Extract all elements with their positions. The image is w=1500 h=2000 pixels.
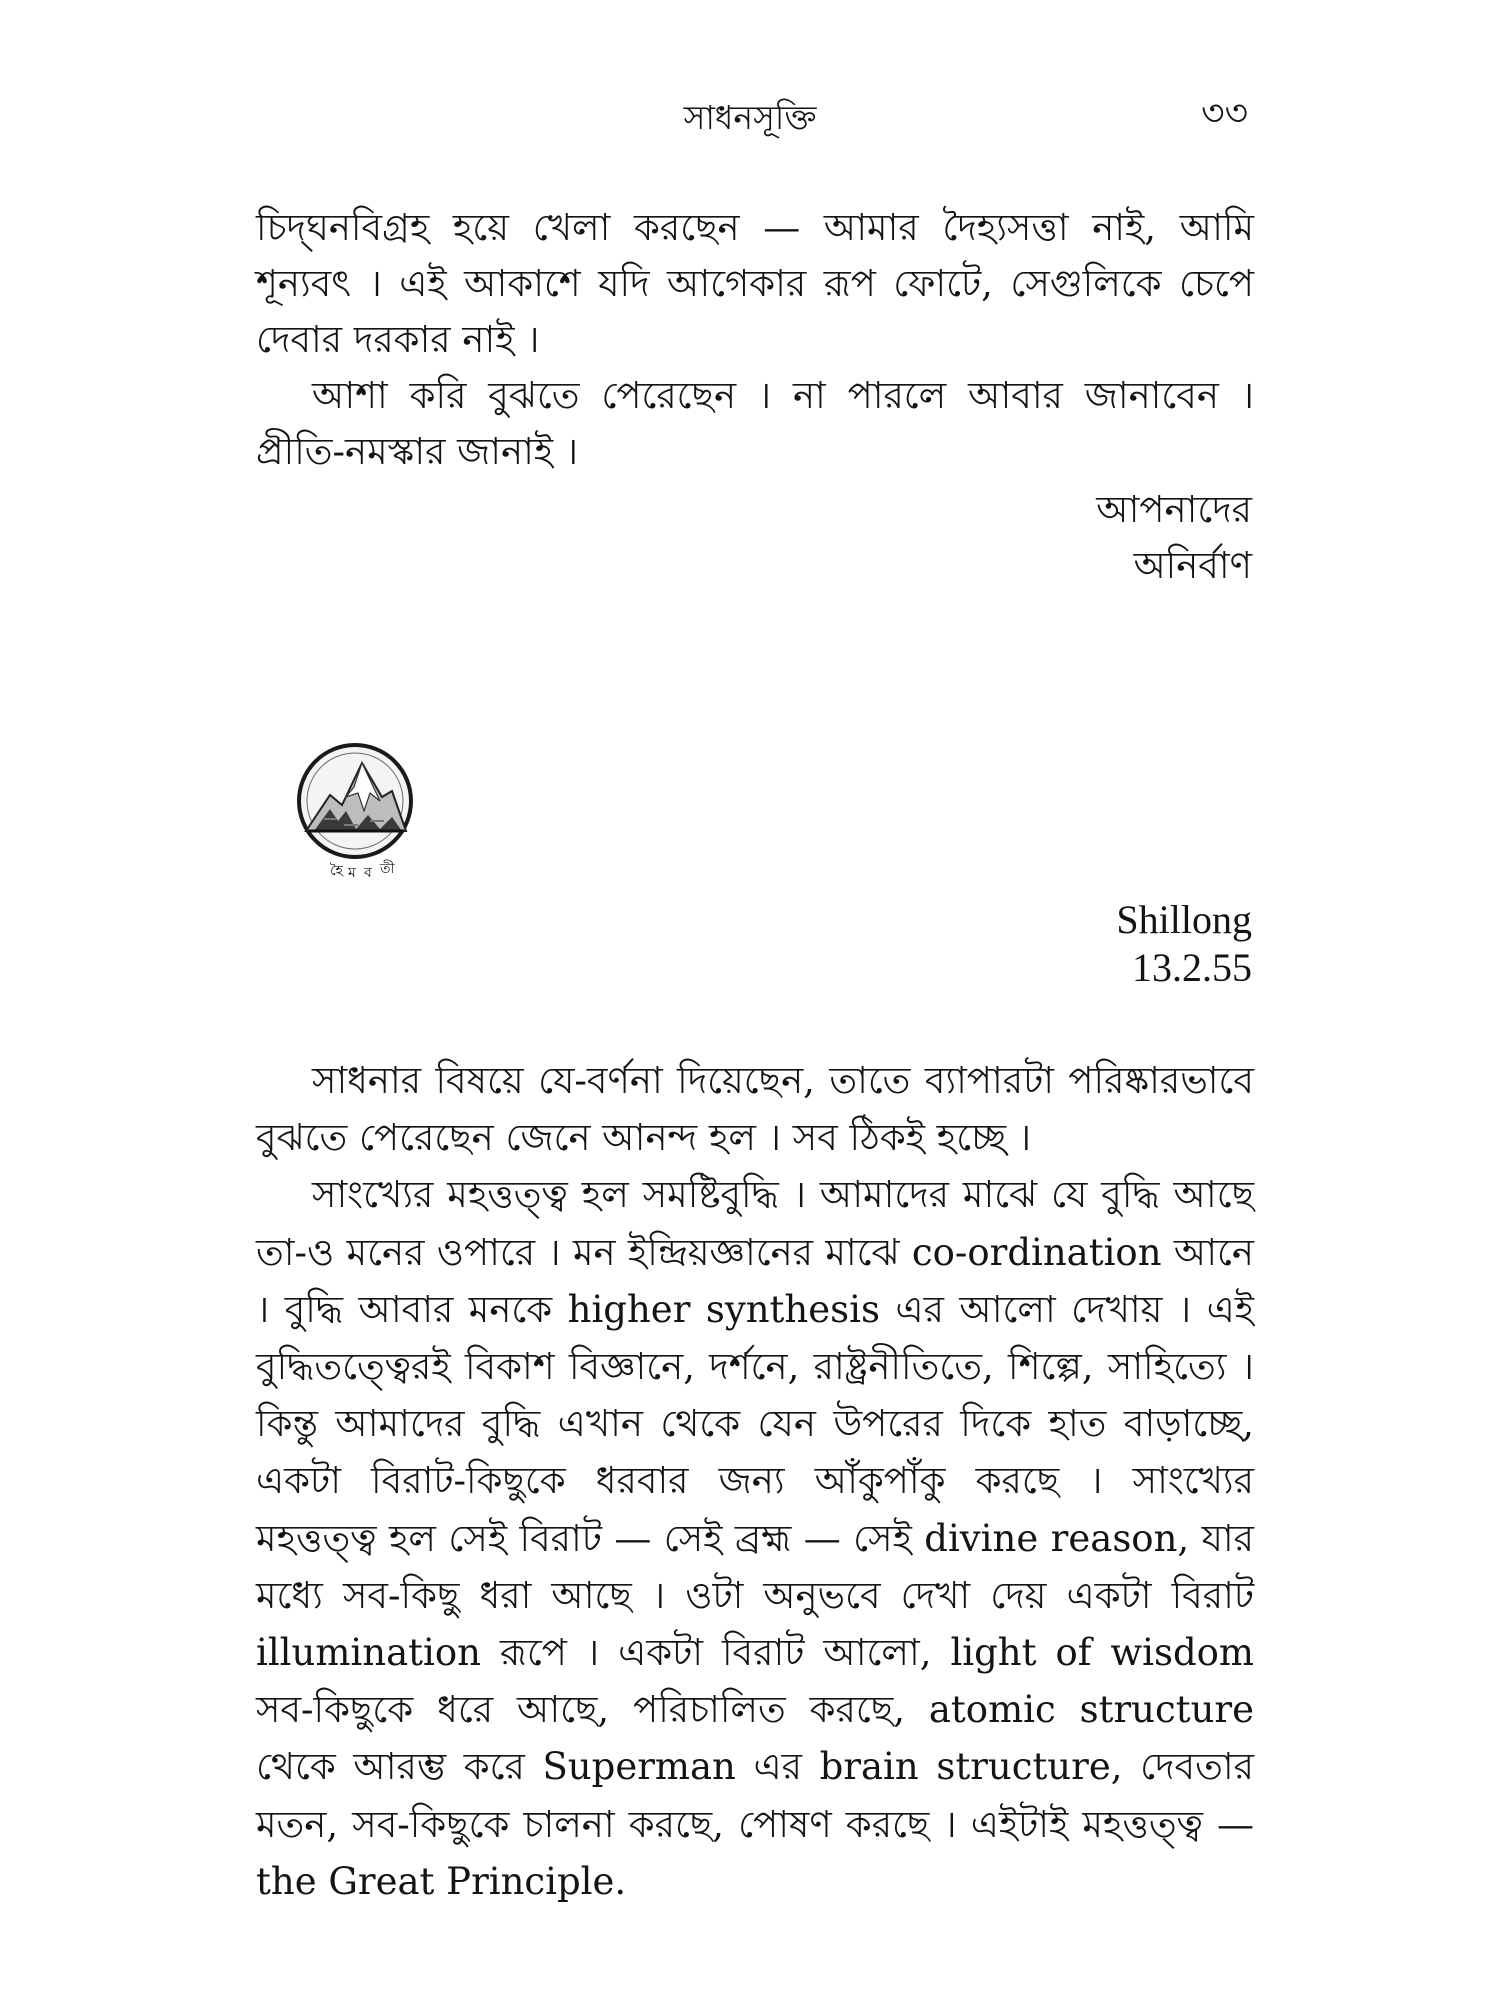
page-number: ৩৩ — [1201, 93, 1248, 134]
svg-text:ম: ম — [348, 865, 356, 881]
letter-one-body — [256, 200, 1254, 480]
mountain-seal-logo — [284, 735, 426, 885]
mountain-seal-icon — [284, 735, 426, 885]
running-header-title: সাধনসূক্তি — [683, 98, 817, 137]
letter-two-body — [256, 1052, 1254, 1910]
letter-one-paragraph-2: আশা করি বুঝতে পেরেছেন । না পারলে আবার জানাবেন । প্রীতি-নমস্কার জানাই । — [256, 374, 1254, 473]
letter-two-paragraph-1: সাধনার বিষয়ে যে-বর্ণনা দিয়েছেন, তাতে ব্যাপারটা পরিষ্কারভাবে বুঝতে পেরেছেন জেনে আনন্দ হল । সব ঠিকই হচ্ছে । — [256, 1059, 1254, 1160]
letter-one-paragraph-1: চিদ্‌ঘনবিগ্রহ হয়ে খেলা করছেন — আমার দৈহ্যসত্তা নাই, আমি শূন্যবৎ । এই আকাশে যদি আগেকার রূপ ফোটে, সেগুলিকে চেপে দেবার দরকার নাই । — [256, 206, 1254, 361]
letter-date: 13.2.55 — [1132, 945, 1252, 990]
letter-closing: আপনাদের — [1096, 488, 1252, 531]
letter-signature: অনির্বাণ — [1133, 544, 1252, 587]
seal-inscription — [330, 860, 396, 881]
svg-text:হৈ: হৈ — [330, 863, 344, 879]
svg-text:ব: ব — [364, 865, 372, 881]
letter-two-paragraph-2: সাংখ্যের মহত্তত্ত্ব হল সমষ্টিবুদ্ধি । আমাদের মাঝে যে বুদ্ধি আছে তা-ও মনের ওপারে । মন ইন্দ্রিয়জ্ঞানের মাঝে co-ordination আনে । বুদ্ধি আবার মনকে higher synthesis এর আলো দেখায় । এই বুদ্ধিতত্ত্বেরই বিকাশ বিজ্ঞানে, দর্শনে, রাষ্ট্রনীতিতে, শিল্পে, সাহিত্যে । কিন্তু আমাদের বুদ্ধি এখান থেকে যেন উপরের দিকে হাত বাড়াচ্ছে, একটা বিরাট-কিছুকে ধরবার জন্য আঁকুপাঁকু করছে । সাংখ্যের মহত্তত্ত্ব হল সেই বিরাট — সেই ব্রহ্ম — সেই divine reason, যার মধ্যে সব-কিছু ধরা আছে । ওটা অনুভবে দেখা দেয় একটা বিরাট illumination রূপে । একটা বিরাট আলো, light of wisdom সব-কিছুকে ধরে আছে, পরিচালিত করছে, atomic structure থেকে আরম্ভ করে Superman এর brain structure, দেবতার মতন, সব-কিছুকে চালনা করছে, পোষণ করছে । এইটাই মহত্তত্ত্ব — the Great Principle. — [256, 1173, 1254, 1903]
svg-text:তী: তী — [380, 861, 395, 877]
letter-place: Shillong — [1116, 897, 1252, 942]
